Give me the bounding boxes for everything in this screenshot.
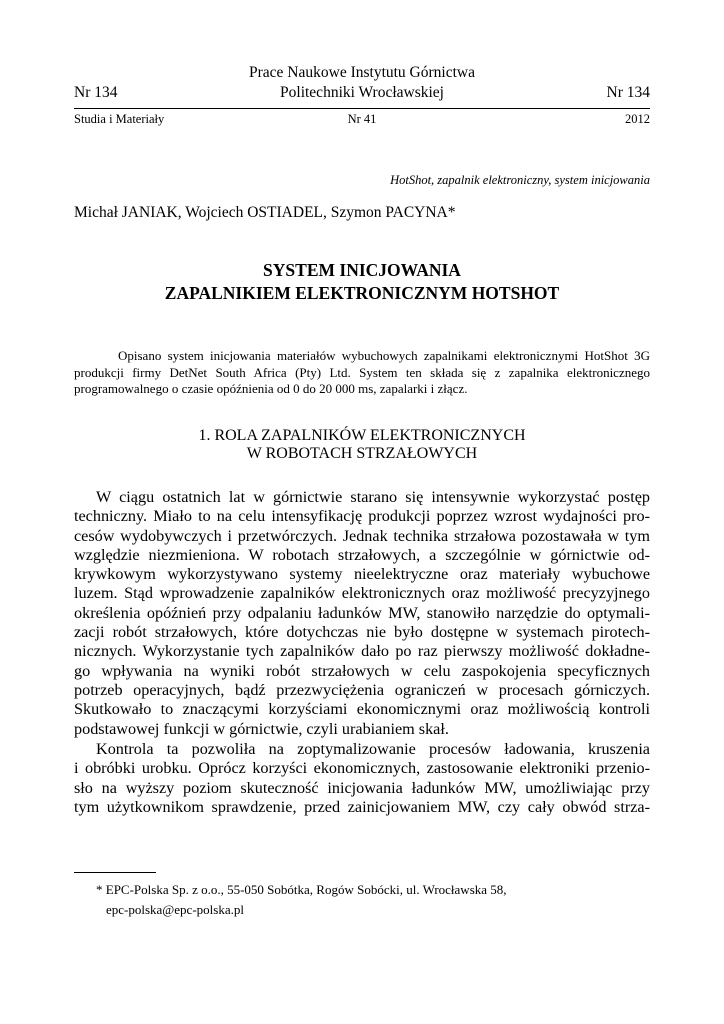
body-paragraph-1 [74,488,650,739]
section-heading-line1: 1. ROLA ZAPALNIKÓW ELEKTRONICZNYCH [198,427,526,444]
abstract-line: programowalnego o czasie opóźnienia od 0 do 20 000 ms, zapalarki i złącz. [74,381,468,397]
header-rule [74,108,650,109]
body-line: Skutkowało to znaczącymi korzyściami ekonomicznymi oraz możliwością kontroli [74,700,650,719]
body-line: i obróbki urobku. Oprócz korzyści ekonomicznych, zastosowanie elektroniki przenio- [74,759,650,778]
institute-name-line1: Prace Naukowe Instytutu Górnictwa [249,64,475,81]
series-name: Studia i Materiały [74,112,165,126]
publication-year: 2012 [625,112,650,126]
body-line: W ciągu ostatnich lat w górnictwie starano się intensywnie wykorzystać postęp [96,488,650,506]
issue-number: Nr 41 [347,112,377,126]
footnote-rule [74,872,156,873]
title-line2: ZAPALNIKIEM ELEKTRONICZNYM HOTSHOT [164,283,560,303]
authors: Michał JANIAK, Wojciech OSTIADEL, Szymon PACYNA* [74,204,456,221]
body-line: Kontrola ta pozwoliła na zoptymalizowanie procesów ładowania, kruszenia [96,740,650,758]
abstract-line: produkcji firmy DetNet South Africa (Pty) Ltd. System ten składa się z zapalnika elektronicznego [74,364,650,380]
body-line: tym użytkownikom sprawdzenie, przed zainicjowaniem MW, czy cały obwód strza- [74,797,650,816]
body-line: nicznych. Wykorzystanie tych zapalników dało po raz pierwszy możliwość dokładne- [74,642,650,661]
institute-name-line2: Politechniki Wrocławskiej [280,84,444,101]
body-paragraph-2 [74,740,650,817]
body-line: zacji robót strzałowych, które dotychczas nie było dostępne w systemach pirotech- [74,623,650,642]
title-line1: SYSTEM INICJOWANIA [263,260,461,280]
abstract-line: Opisano system inicjowania materiałów wybuchowych zapalnikami elektronicznymi HotShot 3G [118,348,650,363]
body-line: określenia opóźnień przy odpalaniu ładunków MW, stanowiło narzędzie do optymali- [74,603,650,622]
section-heading-line2: W ROBOTACH STRZAŁOWYCH [246,445,478,462]
footnote-line1: * EPC-Polska Sp. z o.o., 55-050 Sobótka, Rogów Sobócki, ul. Wrocławska 58, [96,882,507,897]
body-line: krywkowym wykorzystywano systemy nieelektryczne oraz materiały wybuchowe [74,565,650,584]
abstract [74,348,650,398]
body-line: potrzeb operacyjnych, bądź przezwyciężenia ograniczeń w procesach górniczych. [74,680,650,699]
body-line: techniczny. Miało to na celu intensyfikację produkcji poprzez wzrost wydajności pro- [74,507,650,526]
body-line: go wpływania na wyniki robót strzałowych w celu zaspokojenia specyficznych [74,661,650,680]
body-line: względzie niezmieniona. W robotach strzałowych, a szczególnie w górnictwie od- [74,545,650,564]
footnote-email[interactable]: epc-polska@epc-polska.pl [106,902,244,917]
body-line: sło na wyższy poziom skuteczność inicjowania ładunków MW, umożliwiając przy [74,778,650,797]
body-line: podstawowej funkcji w górnictwie, czyli urabianiem skał. [74,719,449,738]
nr-right: Nr 134 [606,84,650,101]
keywords: HotShot, zapalnik elektroniczny, system inicjowania [390,173,650,187]
body-line: luzem. Stąd wprowadzenie zapalników elektronicznych oraz możliwość precyzyjnego [74,584,650,603]
body-line: cesów wydobywczych i przetwórczych. Jednak technika strzałowa pozostawała w tym [74,526,650,545]
nr-left: Nr 134 [74,84,118,101]
